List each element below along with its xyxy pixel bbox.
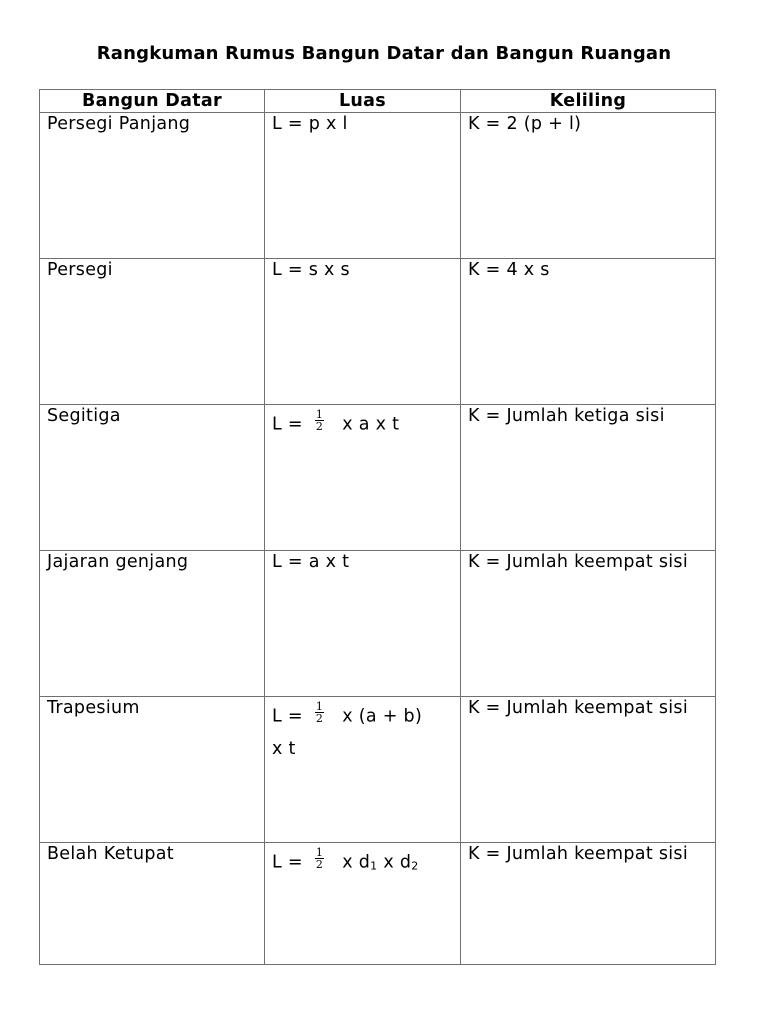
area-formula	[272, 843, 453, 878]
fraction-half	[315, 847, 324, 870]
area-formula	[272, 697, 453, 729]
shape-cell	[40, 843, 265, 965]
area-prefix: L =	[272, 706, 303, 727]
formula-table	[39, 89, 716, 965]
area-formula	[272, 405, 453, 437]
fraction-denominator: 2	[315, 712, 324, 725]
fraction-denominator: 2	[315, 420, 324, 433]
area-cell	[265, 405, 461, 551]
perimeter-cell	[461, 113, 716, 259]
shape-cell	[40, 259, 265, 405]
shape-name: Segitiga	[47, 406, 121, 426]
perimeter-cell	[461, 697, 716, 843]
shape-cell	[40, 697, 265, 843]
subscript-2: 2	[411, 859, 419, 873]
perimeter-formula: K = 4 x s	[468, 260, 550, 280]
shape-cell	[40, 405, 265, 551]
perimeter-formula: K = Jumlah keempat sisi	[468, 844, 689, 864]
shape-cell	[40, 113, 265, 259]
table-row	[40, 551, 716, 697]
area-formula: L = p x l	[272, 114, 348, 134]
area-suffix-a: x d	[342, 852, 371, 873]
area-formula: L = s x s	[272, 260, 350, 280]
area-formula: L = a x t	[272, 552, 350, 572]
fraction-half	[315, 409, 324, 432]
table-row	[40, 113, 716, 259]
area-formula-continued: x t	[272, 738, 296, 759]
fraction-numerator: 1	[315, 408, 324, 421]
fraction-half	[315, 701, 324, 724]
area-cell	[265, 551, 461, 697]
perimeter-cell	[461, 551, 716, 697]
perimeter-formula: K = Jumlah keempat sisi	[468, 552, 689, 572]
perimeter-cell	[461, 843, 716, 965]
area-suffix-b: x d	[377, 852, 412, 873]
area-cell	[265, 843, 461, 965]
area-suffix: x (a + b)	[342, 706, 423, 727]
header-luas: Luas	[265, 90, 461, 113]
perimeter-formula: K = 2 (p + l)	[468, 114, 582, 134]
header-bangun-datar: Bangun Datar	[40, 90, 265, 113]
table-header-row	[40, 90, 716, 113]
shape-name: Trapesium	[47, 698, 140, 718]
fraction-numerator: 1	[315, 700, 324, 713]
table-row	[40, 405, 716, 551]
area-prefix: L =	[272, 852, 303, 873]
shape-name: Jajaran genjang	[47, 552, 189, 572]
shape-name: Persegi Panjang	[47, 114, 191, 134]
table-row	[40, 259, 716, 405]
perimeter-formula: K = Jumlah keempat sisi	[468, 698, 689, 718]
page-title: Rangkuman Rumus Bangun Datar dan Bangun Ruangan	[96, 43, 672, 64]
area-cell	[265, 697, 461, 843]
table-row	[40, 843, 716, 965]
subscript-1: 1	[370, 859, 378, 873]
fraction-numerator: 1	[315, 846, 324, 859]
header-keliling: Keliling	[461, 90, 716, 113]
area-prefix: L =	[272, 414, 303, 435]
shape-name: Belah Ketupat	[47, 844, 174, 864]
shape-cell	[40, 551, 265, 697]
perimeter-cell	[461, 259, 716, 405]
perimeter-formula: K = Jumlah ketiga sisi	[468, 406, 665, 426]
shape-name: Persegi	[47, 260, 113, 280]
perimeter-cell	[461, 405, 716, 551]
area-cell	[265, 259, 461, 405]
table-row	[40, 697, 716, 843]
area-suffix: x a x t	[342, 414, 400, 435]
area-cell	[265, 113, 461, 259]
fraction-denominator: 2	[315, 858, 324, 871]
